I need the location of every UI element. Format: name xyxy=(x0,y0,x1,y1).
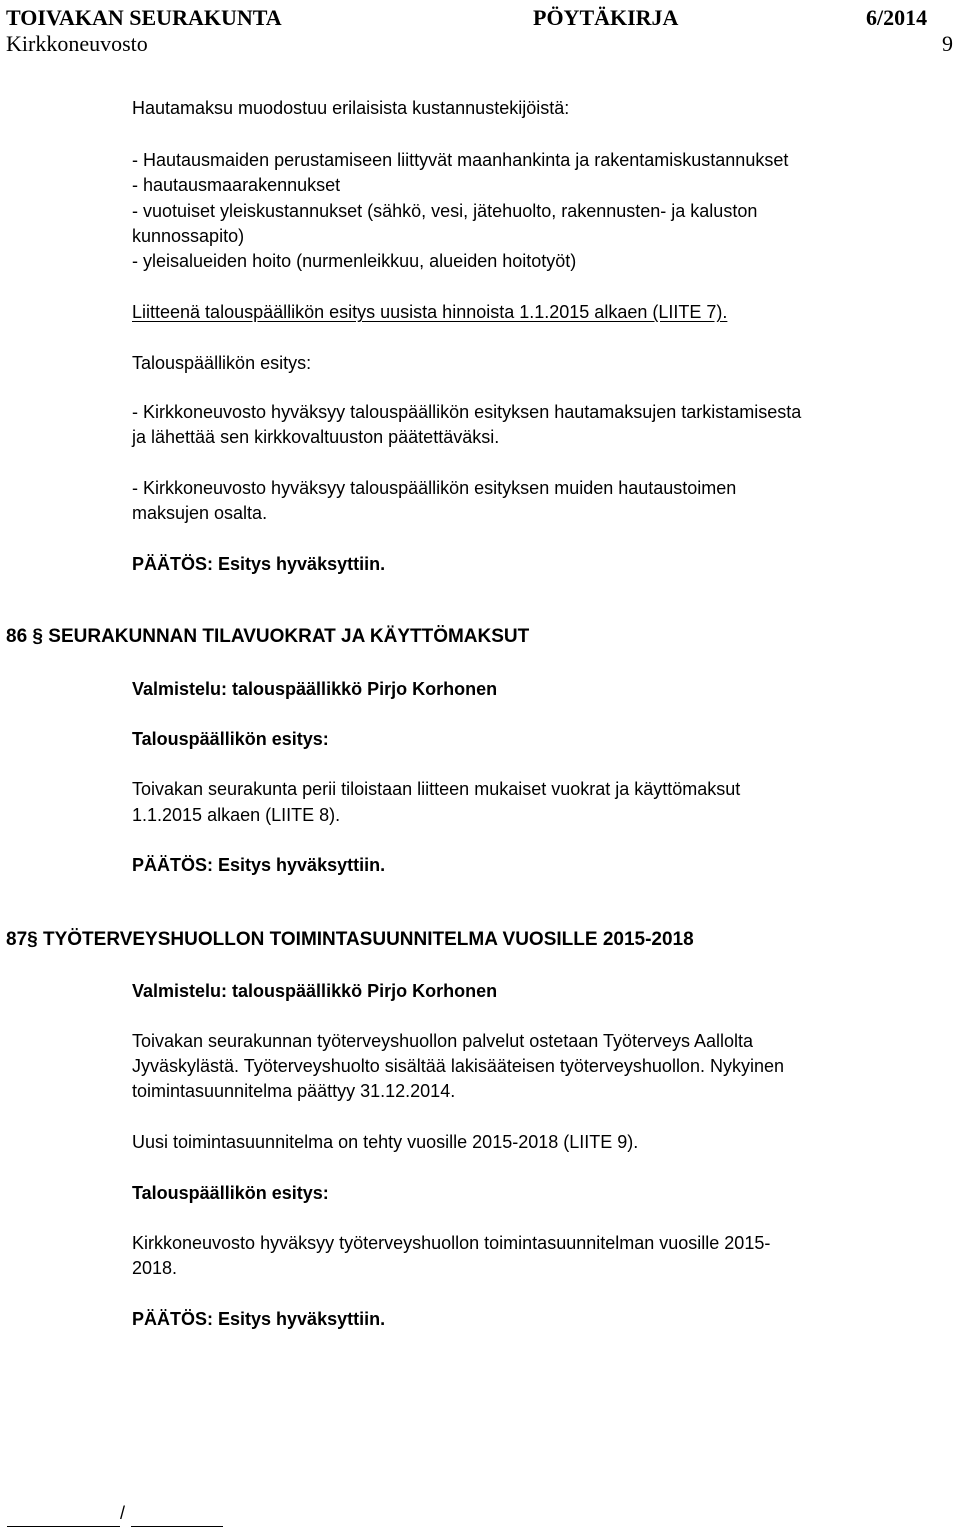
proposal-heading: Talouspäällikön esitys: xyxy=(132,353,312,373)
section-sign-icon: § xyxy=(27,929,38,950)
attachment-link[interactable]: Liitteenä talouspäällikön esitys uusista hinnoista 1.1.2015 alkaen (LIITE 7). xyxy=(132,302,728,322)
header-organization: TOIVAKAN SEURAKUNTA xyxy=(6,5,282,30)
proposal-text: 2018. xyxy=(132,1258,178,1278)
proposal-text: 1.1.2015 alkaen (LIITE 8). xyxy=(132,805,341,825)
proposal-heading: Talouspäällikön esitys: xyxy=(132,729,329,749)
proposal-text: ja lähettää sen kirkkovaltuuston päätettäväksi. xyxy=(132,427,500,447)
header-body: Kirkkoneuvosto xyxy=(6,31,148,56)
proposal-heading: Talouspäällikön esitys: xyxy=(132,1183,329,1203)
signature-line-left xyxy=(7,1526,120,1527)
list-item: - yleisalueiden hoito (nurmenleikkuu, alueiden hoitotyöt) xyxy=(132,251,577,271)
section-intro: Hautamaksu muodostuu erilaisista kustannustekijöistä: xyxy=(132,98,570,118)
new-plan-text: Uusi toimintasuunnitelma on tehty vuosille 2015-2018 (LIITE 9). xyxy=(132,1132,639,1152)
proposal-text: Toivakan seurakunta perii tiloistaan liitteen mukaiset vuokrat ja käyttömaksut xyxy=(132,779,741,799)
section-number: 87 xyxy=(6,929,28,950)
decision-text: PÄÄTÖS: Esitys hyväksyttiin. xyxy=(132,554,386,574)
decision-text: PÄÄTÖS: Esitys hyväksyttiin. xyxy=(132,1309,386,1329)
list-item: - Hautausmaiden perustamiseen liittyvät maanhankinta ja rakentamiskustannukset xyxy=(132,150,789,170)
body-text: toimintasuunnitelma päättyy 31.12.2014. xyxy=(132,1081,456,1101)
proposal-text: - Kirkkoneuvosto hyväksyy talouspäällikön esityksen muiden hautaustoimen xyxy=(132,478,737,498)
proposal-text: Kirkkoneuvosto hyväksyy työterveyshuollon toimintasuunnitelman vuosille 2015- xyxy=(132,1233,771,1253)
decision-text: PÄÄTÖS: Esitys hyväksyttiin. xyxy=(132,855,386,875)
section-heading-86 xyxy=(6,624,529,649)
header-document-number: 6/2014 xyxy=(866,5,928,30)
section-title: SEURAKUNNAN TILAVUOKRAT JA KÄYTTÖMAKSUT xyxy=(48,626,530,647)
prepared-by: Valmistelu: talouspäällikkö Pirjo Korhonen xyxy=(132,679,498,699)
list-item: kunnossapito) xyxy=(132,226,245,246)
header-page-number: 9 xyxy=(942,31,953,56)
list-item: - vuotuiset yleiskustannukset (sähkö, vesi, jätehuolto, rakennusten- ja kaluston xyxy=(132,201,758,221)
header-document-type: PÖYTÄKIRJA xyxy=(533,5,679,30)
section-sign-icon: § xyxy=(32,626,43,647)
proposal-text: maksujen osalta. xyxy=(132,503,268,523)
signature-separator: / xyxy=(120,1503,126,1523)
section-title: TYÖTERVEYSHUOLLON TOIMINTASUUNNITELMA VUOSILLE 2015-2018 xyxy=(43,929,694,950)
list-item: - hautausmaarakennukset xyxy=(132,175,341,195)
body-text: Jyväskylästä. Työterveyshuolto sisältää lakisääteisen työterveyshuollon. Nykyinen xyxy=(132,1056,784,1076)
body-text: Toivakan seurakunnan työterveyshuollon palvelut ostetaan Työterveys Aallolta xyxy=(132,1031,754,1051)
proposal-text: - Kirkkoneuvosto hyväksyy talouspäällikön esityksen hautamaksujen tarkistamisesta xyxy=(132,402,802,422)
signature-line-right xyxy=(131,1526,223,1527)
section-heading-87 xyxy=(6,927,694,952)
section-number: 86 xyxy=(6,626,28,647)
prepared-by: Valmistelu: talouspäällikkö Pirjo Korhonen xyxy=(132,981,498,1001)
